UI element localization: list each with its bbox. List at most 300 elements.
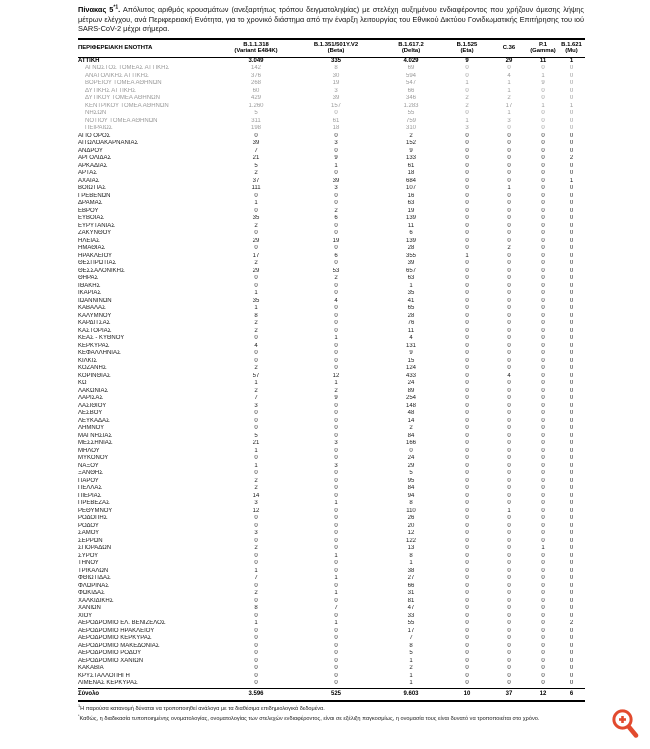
table-row: [78, 590, 585, 598]
table-row: [78, 88, 585, 96]
row-label: ΚΕΦΑΛΛΗΝΙΑΣ: [78, 350, 121, 357]
cell-value: 0: [507, 455, 511, 462]
row-label: ΑΡΤΑΣ: [78, 170, 97, 177]
table-row: [78, 575, 585, 583]
cell-value: 0: [465, 477, 469, 484]
cell-value: 0: [569, 342, 574, 349]
table-total-row: [78, 688, 585, 701]
cell-value: 139: [405, 215, 416, 222]
cell-value: 1: [254, 462, 258, 469]
cell-value: 0: [541, 312, 545, 319]
cell-value: 0: [465, 267, 469, 274]
cell-value: 0: [465, 530, 469, 537]
row-label: ΧΑΛΚΙΔΙΚΗΣ: [78, 597, 114, 604]
cell-value: 0: [507, 140, 511, 147]
cell-value: 0: [334, 222, 338, 229]
cell-value: 0: [465, 290, 469, 297]
cell-value: 6: [334, 215, 338, 222]
cell-value: 0: [334, 560, 338, 567]
cell-value: 2: [507, 95, 511, 102]
cell-value: 0: [254, 582, 258, 589]
cell-value: 0: [541, 672, 545, 679]
cell-value: 1: [507, 110, 511, 117]
cell-value: 2: [465, 102, 469, 109]
cell-value: 0: [541, 132, 545, 139]
cell-value: 1.260: [248, 102, 264, 109]
cell-value: 0: [254, 335, 258, 342]
table-row: [78, 448, 585, 456]
row-label: ΑΝΔΡΟΥ: [78, 147, 103, 154]
cell-value: 0: [541, 222, 545, 229]
cell-value: 0: [254, 635, 258, 642]
cell-value: 310: [405, 125, 416, 132]
cell-value: 0: [541, 477, 545, 484]
cell-value: 8: [334, 65, 338, 72]
cell-value: 0: [569, 537, 574, 544]
cell-value: 0: [569, 245, 574, 252]
cell-value: 7: [409, 635, 413, 642]
cell-value: 0: [507, 275, 511, 282]
column-header: B.1.617.2 (Delta): [378, 39, 444, 58]
cell-value: 1: [334, 500, 338, 507]
row-label: ΝΑΞΟΥ: [78, 462, 99, 469]
cell-value: 0: [569, 665, 574, 672]
cell-value: 0: [334, 192, 338, 199]
row-label: ΜΑΓΝΗΣΙΑΣ: [78, 432, 113, 439]
cell-value: 657: [405, 267, 416, 274]
cell-value: 429: [250, 95, 261, 102]
table-row: [78, 635, 585, 643]
table-row: [78, 553, 585, 561]
table-row: [78, 598, 585, 606]
cell-value: 0: [465, 620, 469, 627]
cell-value: 0: [569, 492, 574, 499]
row-label: ΛΑΣΙΘΙΟΥ: [78, 402, 107, 409]
cell-value: 4: [507, 72, 511, 79]
cell-value: 0: [465, 110, 469, 117]
cell-value: 0: [541, 282, 545, 289]
cell-value: 0: [465, 372, 469, 379]
cell-value: 0: [569, 147, 574, 154]
cell-value: 0: [334, 507, 338, 514]
cell-value: 0: [334, 290, 338, 297]
row-label: ΚΟΖΑΝΗΣ: [78, 365, 107, 372]
cell-value: 81: [407, 597, 415, 604]
cell-value: 152: [405, 140, 416, 147]
cell-value: 0: [569, 237, 574, 244]
cell-value: 0: [334, 597, 338, 604]
cell-value: 0: [569, 125, 574, 132]
cell-value: 0: [507, 560, 511, 567]
cell-value: 0: [254, 417, 258, 424]
cell-value: 0: [465, 455, 469, 462]
cell-value: 1: [507, 80, 511, 87]
table-row: [78, 455, 585, 463]
table-row: [78, 665, 585, 673]
row-label: ΒΟΡΕΙΟΥ ΤΟΜΕΑ ΑΘΗΝΩΝ: [85, 80, 162, 87]
cell-value: 107: [405, 185, 416, 192]
cell-value: 0: [541, 612, 545, 619]
table-row: [78, 57, 585, 65]
cell-value: 0: [334, 147, 338, 154]
row-label: ΜΗΛΟΥ: [78, 447, 100, 454]
cell-value: 0: [541, 177, 545, 184]
cell-value: 0: [569, 170, 574, 177]
zoom-in-icon[interactable]: [609, 706, 641, 742]
cell-value: 0: [569, 545, 574, 552]
cell-value: 0: [465, 522, 469, 529]
cell-value: 0: [507, 260, 511, 267]
cell-value: 0: [507, 402, 511, 409]
cell-value: 9: [334, 395, 338, 402]
cell-value: 0: [507, 207, 511, 214]
table-row: [78, 200, 585, 208]
cell-value: 8: [409, 642, 413, 649]
cell-value: 0: [569, 515, 574, 522]
cell-value: 0: [334, 245, 338, 252]
cell-value: 3: [507, 117, 511, 124]
cell-value: 0: [569, 65, 574, 72]
cell-value: 0: [465, 417, 469, 424]
cell-value: 0: [465, 305, 469, 312]
table-row: [78, 470, 585, 478]
cell-value: 0: [541, 387, 545, 394]
cell-value: 0: [465, 657, 469, 664]
cell-value: 0: [541, 170, 545, 177]
table-row: [78, 80, 585, 88]
total-value: 525: [294, 688, 378, 701]
cell-value: 63: [407, 275, 415, 282]
cell-value: 28: [407, 312, 415, 319]
cell-value: 0: [541, 162, 545, 169]
cell-value: 0: [507, 627, 511, 634]
table-row: [78, 193, 585, 201]
cell-value: 0: [465, 170, 469, 177]
cell-value: 0: [465, 335, 469, 342]
column-header: C.36: [490, 39, 528, 58]
cell-value: 0: [541, 425, 545, 432]
cell-value: 0: [507, 552, 511, 559]
cell-value: 139: [405, 237, 416, 244]
cell-value: 0: [569, 605, 574, 612]
row-label: ΛΕΣΒΟΥ: [78, 410, 103, 417]
cell-value: 0: [569, 477, 574, 484]
cell-value: 12: [252, 507, 260, 514]
row-label: ΚΙΛΚΙΣ: [78, 357, 98, 364]
cell-value: 0: [507, 297, 511, 304]
cell-value: 1: [409, 672, 413, 679]
cell-value: 1: [334, 335, 338, 342]
cell-value: 0: [569, 80, 574, 87]
cell-value: 376: [250, 72, 261, 79]
row-label: ΙΩΑΝΝΙΝΩΝ: [78, 297, 112, 304]
cell-value: 0: [541, 140, 545, 147]
row-label: ΚΑΒΑΛΑΣ: [78, 305, 106, 312]
cell-value: 0: [465, 410, 469, 417]
cell-value: 0: [541, 470, 545, 477]
cell-value: 0: [507, 147, 511, 154]
cell-value: 0: [541, 260, 545, 267]
cell-value: 0: [507, 350, 511, 357]
cell-value: 2: [254, 365, 258, 372]
cell-value: 8: [409, 500, 413, 507]
cell-value: 0: [541, 462, 545, 469]
table-caption-text: Απόλυτος αριθμός κρουσμάτων (ανεξαρτήτως τρόπου δειγματοληψίας) με στελέχη αυξημένου ενδιαφέροντος που χρήζουν άμεσης λήψης μέτρων ελέγχου, ανά Περιφερειακή Ενότητα, για το χρονικό διάστημα από την έναρξη λειτουργίας του Εθνικού Δικτύου Γονιδιωματικής Επιτήρησης του ιού SARS-CoV-2 μέχρι σήμερα.: [78, 5, 584, 34]
cell-value: 0: [507, 290, 511, 297]
row-label: ΘΕΣΠΡΩΤΙΑΣ: [78, 260, 117, 267]
cell-value: 48: [407, 410, 415, 417]
cell-value: 0: [541, 455, 545, 462]
cell-value: 547: [405, 80, 416, 87]
cell-value: 17: [505, 102, 513, 109]
cell-value: 0: [334, 680, 338, 687]
total-value: 10: [444, 688, 490, 701]
cell-value: 0: [569, 642, 574, 649]
cell-value: 7: [254, 395, 258, 402]
column-header: B.1.621 (Mu): [558, 39, 585, 58]
cell-value: 0: [465, 140, 469, 147]
cell-value: 0: [541, 500, 545, 507]
cell-value: 3: [334, 462, 338, 469]
cell-value: 19: [332, 237, 340, 244]
cell-value: 0: [465, 87, 469, 94]
cell-value: 0: [507, 612, 511, 619]
cell-value: 0: [569, 282, 574, 289]
cell-value: 0: [541, 200, 545, 207]
cell-value: 0: [569, 320, 574, 327]
cell-value: 1: [541, 545, 545, 552]
cell-value: 0: [569, 275, 574, 282]
row-label: ΗΛΕΙΑΣ: [78, 237, 100, 244]
cell-value: 594: [405, 72, 416, 79]
cell-value: 0: [569, 267, 574, 274]
cell-value: 1.283: [403, 102, 419, 109]
cell-value: 11: [407, 327, 415, 334]
cell-value: 0: [507, 440, 511, 447]
cell-value: 0: [507, 125, 511, 132]
cell-value: 20: [407, 522, 415, 529]
cell-value: 0: [507, 230, 511, 237]
cell-value: 0: [569, 462, 574, 469]
cell-value: 0: [507, 222, 511, 229]
cell-value: 0: [569, 357, 574, 364]
cell-value: 0: [541, 680, 545, 687]
cell-value: 0: [465, 185, 469, 192]
table-row: [78, 335, 585, 343]
cell-value: 29: [252, 237, 260, 244]
cell-value: 1: [569, 177, 574, 184]
footnotes: [78, 705, 584, 724]
cell-value: 41: [407, 297, 415, 304]
cell-value: 0: [569, 365, 574, 372]
table-row: [78, 178, 585, 186]
cell-value: 4: [254, 342, 258, 349]
cell-value: 39: [332, 95, 340, 102]
cell-value: 0: [465, 275, 469, 282]
variants-table: [78, 38, 585, 702]
cell-value: 0: [569, 207, 574, 214]
cell-value: 0: [569, 192, 574, 199]
cell-value: 0: [465, 447, 469, 454]
cell-value: 0: [569, 432, 574, 439]
row-label: ΠΑΡΟΥ: [78, 477, 99, 484]
cell-value: 15: [407, 357, 415, 364]
cell-value: 0: [334, 365, 338, 372]
cell-value: 0: [569, 200, 574, 207]
cell-value: 0: [334, 672, 338, 679]
table-row: [78, 328, 585, 336]
cell-value: 2: [254, 485, 258, 492]
cell-value: 0: [465, 192, 469, 199]
cell-value: 1: [409, 680, 413, 687]
cell-value: 0: [334, 327, 338, 334]
table-row: [78, 478, 585, 486]
cell-value: 0: [569, 305, 574, 312]
cell-value: 0: [569, 290, 574, 297]
cell-value: 6: [334, 252, 338, 259]
table-row: [78, 163, 585, 171]
cell-value: 63: [407, 200, 415, 207]
row-label: ΚΟΡΙΝΘΙΑΣ: [78, 372, 111, 379]
cell-value: 0: [507, 395, 511, 402]
cell-value: 0: [541, 657, 545, 664]
cell-value: 3: [254, 500, 258, 507]
cell-value: 0: [465, 462, 469, 469]
cell-value: 0: [507, 365, 511, 372]
table-row: [78, 283, 585, 291]
row-label: ΚΑΡΔΙΤΣΑΣ: [78, 320, 111, 327]
table-row: [78, 118, 585, 126]
cell-value: 0: [569, 672, 574, 679]
row-label: ΓΡΕΒΕΝΩΝ: [78, 192, 111, 199]
cell-value: 0: [254, 597, 258, 604]
cell-value: 0: [465, 200, 469, 207]
row-label: ΗΡΑΚΛΕΙΟΥ: [78, 252, 113, 259]
table-row: [78, 515, 585, 523]
cell-value: 2: [254, 222, 258, 229]
cell-value: 29: [407, 462, 415, 469]
cell-value: 0: [507, 335, 511, 342]
cell-value: 0: [507, 387, 511, 394]
cell-value: 0: [507, 462, 511, 469]
cell-value: 0: [569, 117, 574, 124]
cell-value: 0: [334, 320, 338, 327]
row-label: ΕΒΡΟΥ: [78, 207, 99, 214]
row-label: ΦΩΚΙΔΑΣ: [78, 590, 105, 597]
cell-value: 0: [465, 567, 469, 574]
cell-value: 0: [541, 650, 545, 657]
cell-value: 39: [252, 140, 260, 147]
cell-value: 433: [405, 372, 416, 379]
cell-value: 1: [334, 380, 338, 387]
cell-value: 0: [254, 425, 258, 432]
cell-value: 0: [507, 575, 511, 582]
cell-value: 5: [409, 470, 413, 477]
cell-value: 0: [254, 522, 258, 529]
cell-value: 1: [541, 72, 545, 79]
cell-value: 21: [252, 155, 260, 162]
cell-value: 94: [407, 492, 415, 499]
cell-value: 0: [541, 552, 545, 559]
row-label: ΚΩ: [78, 380, 87, 387]
cell-value: 33: [407, 612, 415, 619]
cell-value: 53: [332, 267, 340, 274]
cell-value: 0: [465, 312, 469, 319]
table-row: [78, 440, 585, 448]
cell-value: 0: [334, 635, 338, 642]
column-header: P.1 (Gamma): [528, 39, 558, 58]
table-row: [78, 140, 585, 148]
cell-value: 0: [541, 582, 545, 589]
cell-value: 0: [541, 402, 545, 409]
table-row: [78, 343, 585, 351]
cell-value: 0: [569, 252, 574, 259]
table-row: [78, 350, 585, 358]
cell-value: 0: [465, 665, 469, 672]
cell-value: 2: [409, 425, 413, 432]
cell-value: 3: [334, 140, 338, 147]
cell-value: 0: [465, 230, 469, 237]
cell-value: 0: [465, 72, 469, 79]
cell-value: 0: [569, 387, 574, 394]
cell-value: 2: [254, 320, 258, 327]
cell-value: 0: [507, 170, 511, 177]
cell-value: 1: [254, 567, 258, 574]
cell-value: 4: [507, 372, 511, 379]
row-label: ΜΕΣΣΗΝΙΑΣ: [78, 440, 113, 447]
cell-value: 0: [334, 312, 338, 319]
cell-value: 3: [254, 402, 258, 409]
cell-value: 1: [507, 507, 511, 514]
cell-value: 0: [507, 252, 511, 259]
cell-value: 3: [334, 185, 338, 192]
cell-value: 0: [507, 515, 511, 522]
cell-value: 0: [465, 432, 469, 439]
cell-value: 65: [407, 305, 415, 312]
cell-value: 17: [252, 252, 260, 259]
cell-value: 0: [507, 65, 511, 72]
table-row: [78, 73, 585, 81]
cell-value: 2: [254, 590, 258, 597]
cell-value: 0: [507, 485, 511, 492]
cell-value: 0: [334, 642, 338, 649]
cell-value: 0: [569, 455, 574, 462]
cell-value: 9: [409, 147, 413, 154]
row-label: ΡΟΔΟΥ: [78, 522, 99, 529]
cell-value: 3.049: [248, 57, 264, 64]
cell-value: 0: [541, 95, 545, 102]
cell-value: 0: [507, 657, 511, 664]
cell-value: 1: [409, 657, 413, 664]
cell-value: 4: [334, 297, 338, 304]
cell-value: 0: [254, 350, 258, 357]
cell-value: 1: [465, 80, 469, 87]
cell-value: 0: [465, 327, 469, 334]
cell-value: 0: [507, 200, 511, 207]
cell-value: 0: [465, 222, 469, 229]
cell-value: 31: [407, 590, 415, 597]
cell-value: 0: [254, 560, 258, 567]
row-label: ΙΘΑΚΗΣ: [78, 282, 101, 289]
cell-value: 0: [465, 320, 469, 327]
cell-value: 0: [569, 507, 574, 514]
cell-value: 5: [254, 432, 258, 439]
cell-value: 0: [334, 342, 338, 349]
row-label: ΔΥΤΙΚΟΥ ΤΟΜΕΑ ΑΘΗΝΩΝ: [85, 95, 160, 102]
cell-value: 0: [334, 522, 338, 529]
cell-value: 0: [465, 402, 469, 409]
cell-value: 0: [541, 447, 545, 454]
